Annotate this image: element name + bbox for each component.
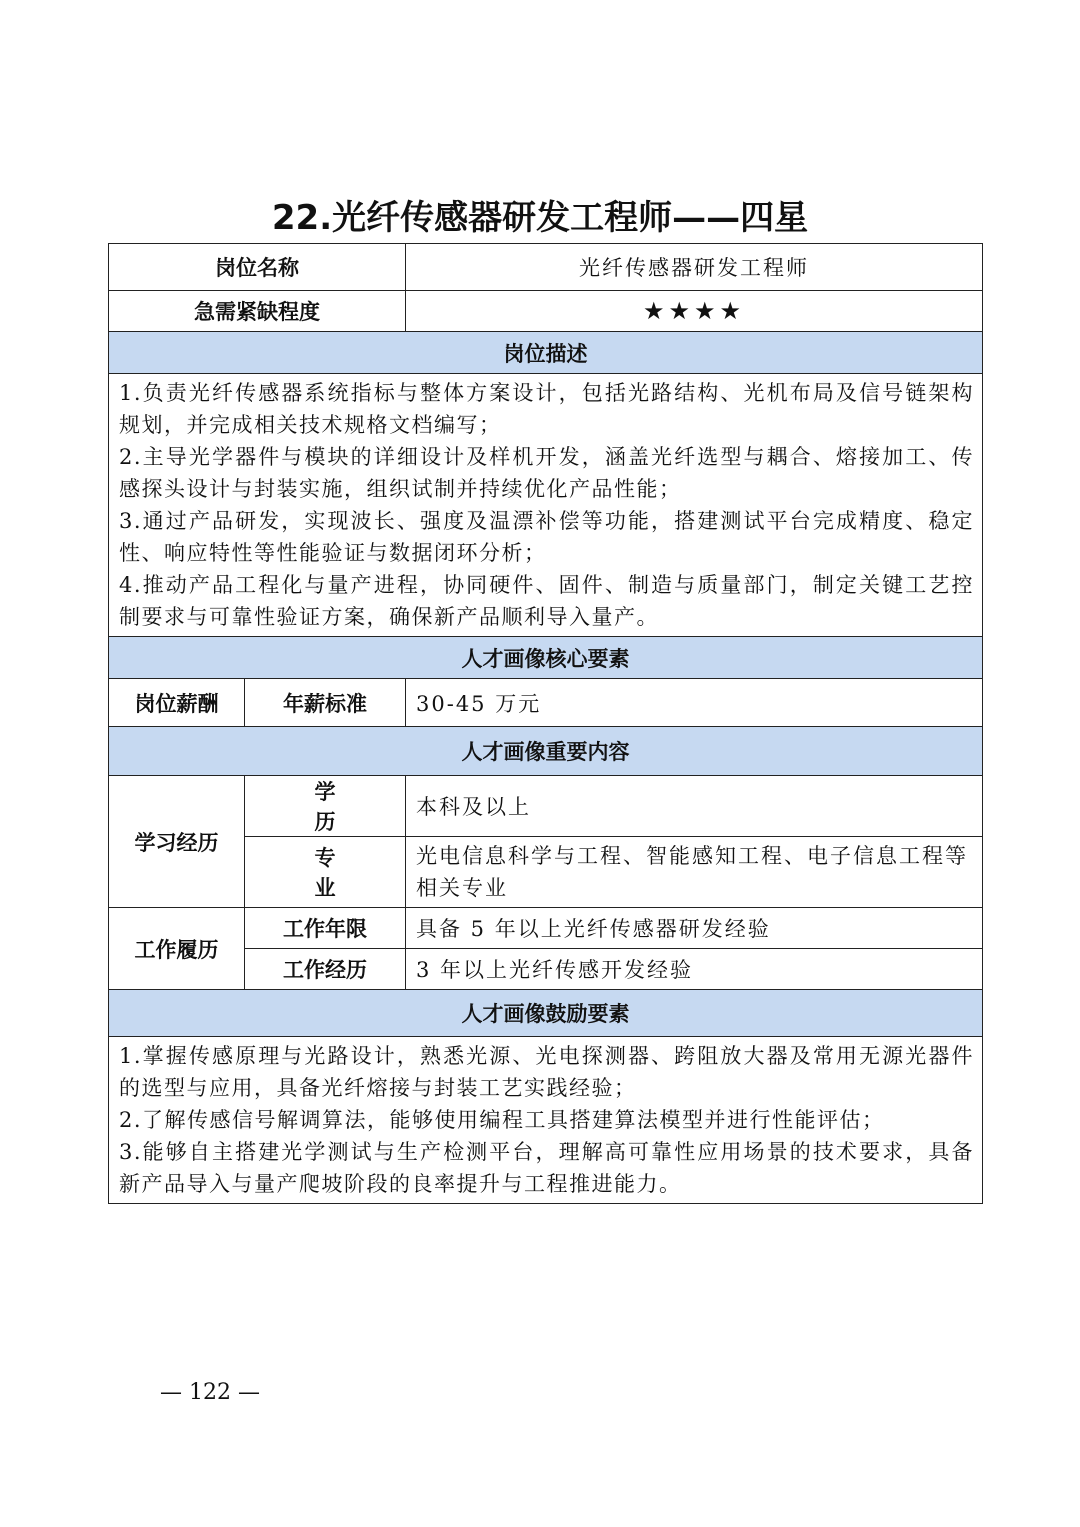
row-core-header <box>109 637 983 679</box>
description-item: 2.主导光学器件与模块的详细设计及样机开发，涵盖光纤选型与耦合、熔接加工、传感探头设计与封装实施，组织试制并持续优化产品性能； <box>119 445 974 501</box>
row-position-name <box>109 244 983 291</box>
urgency-label: 急需紧缺程度 <box>109 291 406 332</box>
work-years-label: 工作年限 <box>245 908 406 949</box>
important-header: 人才画像重要内容 <box>109 727 983 776</box>
row-work-years <box>109 908 983 949</box>
encourage-item: 1.掌握传感原理与光路设计，熟悉光源、光电探测器、跨阻放大器及常用无源光器件的选型与应用，具备光纤熔接与封装工艺实践经验； <box>119 1044 974 1100</box>
salary-sub-label: 年薪标准 <box>245 679 406 727</box>
position-name-label: 岗位名称 <box>109 244 406 291</box>
description-item: 4.推动产品工程化与量产进程，协同硬件、固件、制造与质量部门，制定关键工艺控制要求与可靠性验证方案，确保新产品顺利导入量产。 <box>119 573 974 629</box>
major-value: 光电信息科学与工程、智能感知工程、电子信息工程等相关专业 <box>406 837 983 908</box>
salary-label: 岗位薪酬 <box>109 679 245 727</box>
encourage-item: 2.了解传感信号解调算法，能够使用编程工具搭建算法模型并进行性能评估； <box>119 1108 885 1132</box>
row-encourage-content <box>109 1037 983 1204</box>
encourage-item: 3.能够自主搭建光学测试与生产检测平台，理解高可靠性应用场景的技术要求，具备新产品导入与量产爬坡阶段的良率提升与工程推进能力。 <box>119 1140 974 1196</box>
row-education <box>109 776 983 837</box>
urgency-stars: ★★★★ <box>406 291 983 332</box>
row-salary <box>109 679 983 727</box>
description-item: 3.通过产品研发，实现波长、强度及温漂补偿等功能，搭建测试平台完成精度、稳定性、响应特性等性能验证与数据闭环分析； <box>119 509 974 565</box>
job-profile-table <box>108 243 983 1204</box>
core-header: 人才画像核心要素 <box>109 637 983 679</box>
row-important-header <box>109 727 983 776</box>
description-content <box>109 374 983 637</box>
encourage-content <box>109 1037 983 1204</box>
description-header: 岗位描述 <box>109 332 983 374</box>
education-value: 本科及以上 <box>406 776 983 837</box>
row-urgency <box>109 291 983 332</box>
row-description-content <box>109 374 983 637</box>
page-number: — 122 — <box>160 1380 260 1405</box>
work-experience-value: 3 年以上光纤传感开发经验 <box>406 949 983 990</box>
work-years-value: 具备 5 年以上光纤传感器研发经验 <box>406 908 983 949</box>
work-label: 工作履历 <box>109 908 245 990</box>
major-label: 专 业 <box>245 837 406 908</box>
row-description-header <box>109 332 983 374</box>
education-label: 学 历 <box>245 776 406 837</box>
page-title: 22.光纤传感器研发工程师——四星 <box>271 198 809 238</box>
salary-value: 30-45 万元 <box>406 679 983 727</box>
row-encourage-header <box>109 990 983 1037</box>
work-experience-label: 工作经历 <box>245 949 406 990</box>
encourage-header: 人才画像鼓励要素 <box>109 990 983 1037</box>
description-item: 1.负责光纤传感器系统指标与整体方案设计，包括光路结构、光机布局及信号链架构规划，并完成相关技术规格文档编写； <box>119 381 974 437</box>
study-label: 学习经历 <box>109 776 245 908</box>
position-name-value: 光纤传感器研发工程师 <box>406 244 983 291</box>
